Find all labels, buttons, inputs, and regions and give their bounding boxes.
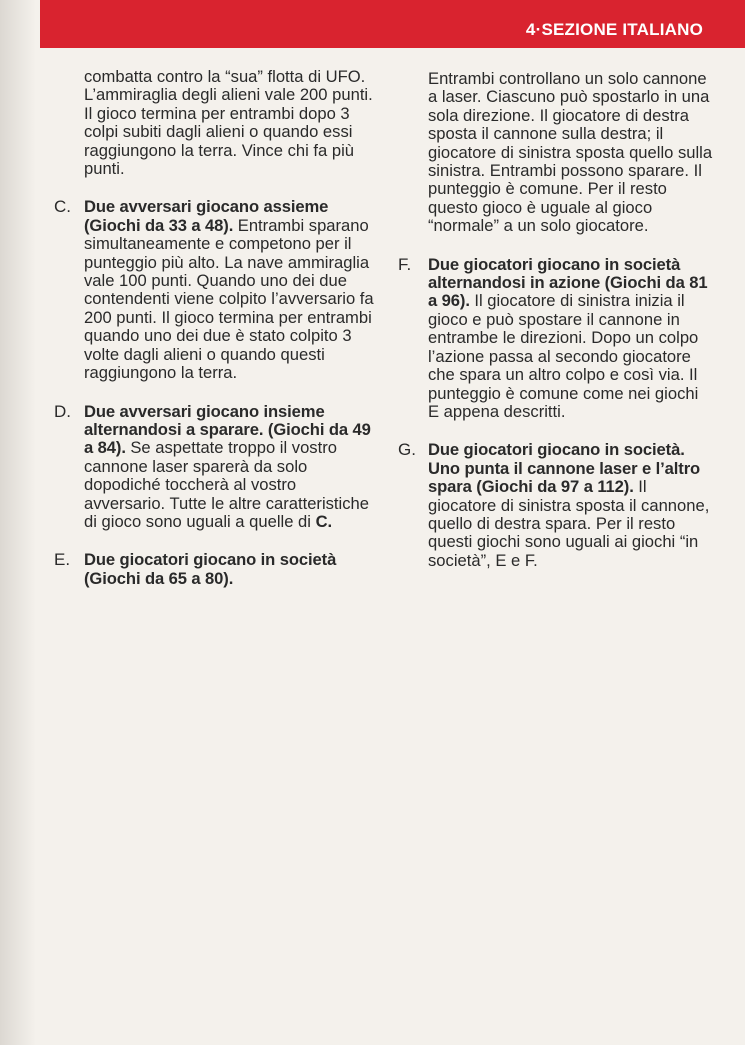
section-e-heading: Due giocatori giocano in società (Giochi da 65 a 80). [84,550,337,588]
section-g-heading: Due giocatori giocano in società. Uno punta il cannone laser e l’altro spara (Giochi da 97 a 112). [428,440,701,497]
section-d-text: Se aspettate troppo il vostro cannone laser sparerà da solo dopodiché toccherà al vostro avversario. Tutte le altre caratteristiche di gioco sono uguali a quelle di [84,438,369,531]
section-g [398,440,713,570]
left-column [54,67,374,608]
section-f-text: Il giocatore di sinistra inizia il gioco e può spostare il cannone in entrambe le direzioni. Dopo un colpo l’azione passa al secondo giocatore che spara un altro colpo e così via. Il punteggio è comune come nei giochi E appena descritti. [428,291,699,421]
section-f-heading: Due giocatori giocano in società alternandosi in azione (Giochi da 81 a 96). [428,254,708,311]
section-e-letter: E. [54,550,71,570]
section-g-text: Il giocatore di sinistra sposta il cannone, quello di destra spara. Per il resto questi giochi sono uguali ai giochi “in società”, E e F. [428,477,710,570]
section-f-letter: F. [398,254,412,274]
section-d-reference: C. [315,511,333,531]
section-d-heading: Due avversari giocano insieme alternandosi a sparare. (Giochi da 49 a 84). [84,401,371,458]
section-g-letter: G. [398,440,416,460]
section-title: 4·SEZIONE ITALIANO [525,20,703,39]
section-c-text: Entrambi sparano simultaneamente e competono per il punteggio più alto. La nave ammiraglia vale 100 punti. Quando uno dei due contendenti viene colpito l’avversario fa 200 punti. Il gioco termina per entrambi quando uno dei due è stato colpito 3 volte dagli alieni o quando questi raggiungono la terra. [84,215,374,383]
section-f [398,254,713,422]
section-c-letter: C. [54,197,71,217]
page-edge-shadow [0,0,36,1045]
section-c-heading: Due avversari giocano assieme (Giochi da 33 a 48). [84,197,329,235]
right-intro-paragraph: Entrambi controllano un solo cannone a laser. Ciascuno può spostarlo in una sola direzione. Il giocatore di destra sposta il cannone sulla destra; il giocatore di sinistra sposta quello sulla sinistra. Entrambi possono sparare. Il punteggio è comune. Per il resto questo gioco è uguale al gioco “normale” a un solo giocatore. [428,69,713,236]
section-e [54,550,374,588]
header-bar [40,0,745,48]
section-d [54,401,374,532]
right-column [398,69,713,590]
section-c [54,197,374,383]
left-intro-paragraph: combatta contro la “sua” flotta di UFO. L’ammiraglia degli alieni vale 200 punti. Il gioco termina per entrambi dopo 3 colpi subiti dagli alieni o quando essi raggiungono la terra. Vince chi fa più punti. [84,67,373,179]
section-d-letter: D. [54,401,71,421]
